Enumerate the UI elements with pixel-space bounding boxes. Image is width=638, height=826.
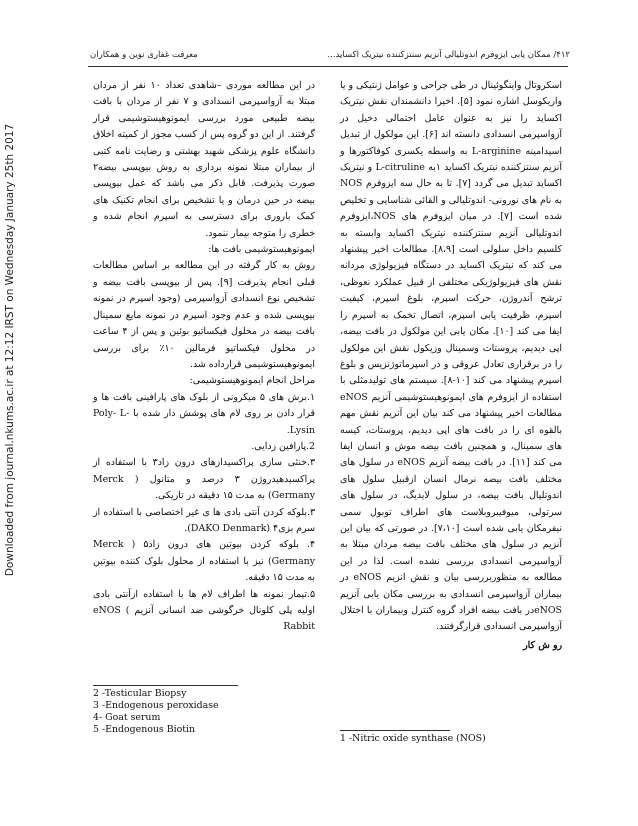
left-footnotes	[93, 688, 219, 736]
footnote: 2 -Testicular Biopsy	[93, 688, 187, 699]
methods-heading: رو ش کار	[523, 639, 562, 651]
ihc-steps-subtitle: مراحل انجام ایمونوهیستوشیمی:	[189, 375, 315, 387]
ihc-subtitle: ایمونوهیستوشیمی بافت ها:	[208, 244, 315, 256]
ihc-step: ۵.تیمار نمونه ها اطراف لام ها با استفاده ازآنتی بادی اولیه پلی کلونال خرگوشی ضد انسانی آنزیم eNOS ( Rabbit	[93, 588, 316, 633]
footnote: 3 -Endogenous peroxidase	[93, 700, 219, 711]
left-column	[93, 78, 315, 636]
ihc-step: ۴. بلوکه کردن بیوتین های درون زاد۵ ( Merck Germany) نیز با استفاده از محلول بلوک کننده بیوتین به مدت ۱۵ دقیقه.	[93, 539, 315, 584]
footnote: 4- Goat serum	[93, 712, 161, 723]
ihc-step: ۳.بلوکه کردن آنتی بادی ها ی غیر اختصاصی با استفاده از سرم بزی۴ (DAKO Denmark).	[93, 506, 315, 534]
study-design-paragraph: در این مطالعه موردی –شاهدی تعداد ۱۰ نفر از مردان مبتلا به آزواسپرمی انسدادی و ۷ نفر از مردان با بافت بیضه طبیعی مورد بررسی ایمونوهیستوشیمی قرار گرفتند. از این دو گروه پس از کسب مجوز از کمیته اخلاق دانشگاه علوم پزشکی شهید بهشتی و رضایت نامه کتبی از بیماران مبتلا نمونه برداری به روش بیوپسی بیضه۲ صورت پذیرفت. قابل ذکر می باشد که عمل بیوپسی بیضه در حین درمان و یا تشخیص برای انجام تکنیک های کمک باروری برای دسترسی به اسپرم انجام شده و خطری را متوجه بیمار ننمود.	[93, 80, 315, 239]
footnote: 1 -Nitric oxide synthase (NOS)	[340, 733, 486, 744]
footnote: 5 -Endogenous Biotin	[93, 724, 196, 735]
download-watermark	[2, 70, 18, 630]
left-footnote-rule	[93, 685, 238, 686]
ihc-step: ۱.برش های ۵ میکرونی از بلوک های پارافینی بافت ها و قرار دادن بر روی لام های پوشش دار شده با Poly- L- Lysin.	[93, 391, 315, 436]
ihc-step: 2.پارافین زدایی.	[251, 440, 315, 452]
ihc-paragraph: روش به کار گرفته در این مطالعه بر اساس مطالعات قبلی انجام پذیرفت [۹]. پس از بیوپسی بافت بیضه و تشخیص نوع انسدادی آزواسپرمی (وجود اسپرم در نمونه بیوپسی شده و عدم وجود اسپرم در نمونه مایع سمینال بافت بیضه در محلول فیکساتیو بوئین و پس از ۴ ساعت در محلول فیکساتیو فرمالین ۱۰٪ برای بررسی ایمونوهیستوشیمی قرارداده شد.	[93, 260, 315, 370]
ihc-step: ۳.خنثی سازی پراکسیدازهای درون زاد۳ با استفاده از پراکسیدهیدروژن ۳ درصد و متانول ( Merck Germany) به مدت ۱۵ دقیقه در تاریکی.	[93, 457, 316, 502]
right-footnotes	[340, 733, 486, 745]
introduction-paragraph: اسکروتال واینگوئینال در طی جراحی و عوامل ژنتیکی و یا واریکوسل اشاره نمود [۵]. اخیرا دانشمندان نقش نیتریک اکساید را نیز به عنوان عامل احتمالی دخیل در آزواسپرمی انسدادی دانسته اند [۶]. این مولکول از تبدیل اسیدامینه L-arginine به واسطه یکسری کوفاکتورها و آنزیم سنتزکننده نیتریک اکساید ۱به L-citruline و نیتریک اکساید تبدیل می گردد [۷]. تا به حال سه ایزوفرم NOS به نام های نورونی- اندوتلیالی و القائی شناسایی و تخلیص شده است [۷]. در میان ایزوفرم های NOS،ایزوفرم اندوتلیالی آنزیم سنتزکننده نیتریک اکساید وابسته به کلسیم داخل سلولی است [۸،۹]. مطالعات اخیر پیشنهاد می کند که نیتریک اکساید در دستگاه فیزیولوژی مردانه نقش های فیزیولوژیکی مختلفی از قبیل عملکرد نعوظی، ترشح آندروژن، حرکت اسپرم، بلوغ اسپرم، کیفیت اسپرم، ظرفیت یابی اسپرم، اتصال تخمک به اسپرم را ایفا می کند [۱۰]. مکان یابی این مولکول در بافت بیضه، اپی دیدیم، پروستات وسمینال وزیکول نقش این مولکول را در برقراری تعادل عروقی و در اسپرماتوژنزیس و بلوغ اسپرم پیشنهاد می کند [۱۰-۸]. سیستم های تولیدمثلی با استفاده از ایزوفرم های ایمونوهیستوشیمی آنزیم eNOS مطالعات اخیر پیشنهاد می کند بیان این آنزیم نقش مهم بالقوه ای را در بافت های اپی دیدیم، پروستات، کیسه های سمینال، و همچنین بافت بیضه موش و انسان ایفا می کند [۱۱]. در بافت بیضه آنزیم eNOS در سلول های مختلف بافت بیضه نرمال انسان ازقبیل سلول های اندوتلیال بافت بیضه، در سلول لایدیگ، در سلول های سرتولی، میوفیبروبلاست های اطراف توبول سمی نیفرمکان یابی شده است [۷،۱۰]. در صورتی که بیان این آنزیم در سلول های مختلف بافت بیضه مردان مبتلا به آزواسپرمی انسدادی بررسی نشده است. لذا در این مطالعه به منظوربررسی بیان و نقش انزیم eNOS در بیماران آزواسپرمی انسدادی به بررسی مکان یابی آنزیم eNOSدر بافت بیضه افراد گروه کنترل وبیماران با اختلال آزواسپرمی انسدادی قرارگرفتند.	[340, 80, 563, 633]
right-footnote-rule	[340, 730, 450, 731]
header-rule	[88, 66, 568, 67]
right-column	[340, 78, 562, 654]
header-title: ۴۱۲/ ممکان یابی ایزوفرم اندوتلیالی آنزیم سنتزکننده نیتریک اکساید...	[327, 50, 570, 60]
header-authors: معرفت غفاری نوین و همکاران	[90, 50, 198, 60]
download-watermark-text: Downloaded from journal.nkums.ac.ir at 12:12 IRST on Wednesday January 25th 2017	[4, 123, 16, 577]
running-header	[60, 50, 570, 66]
